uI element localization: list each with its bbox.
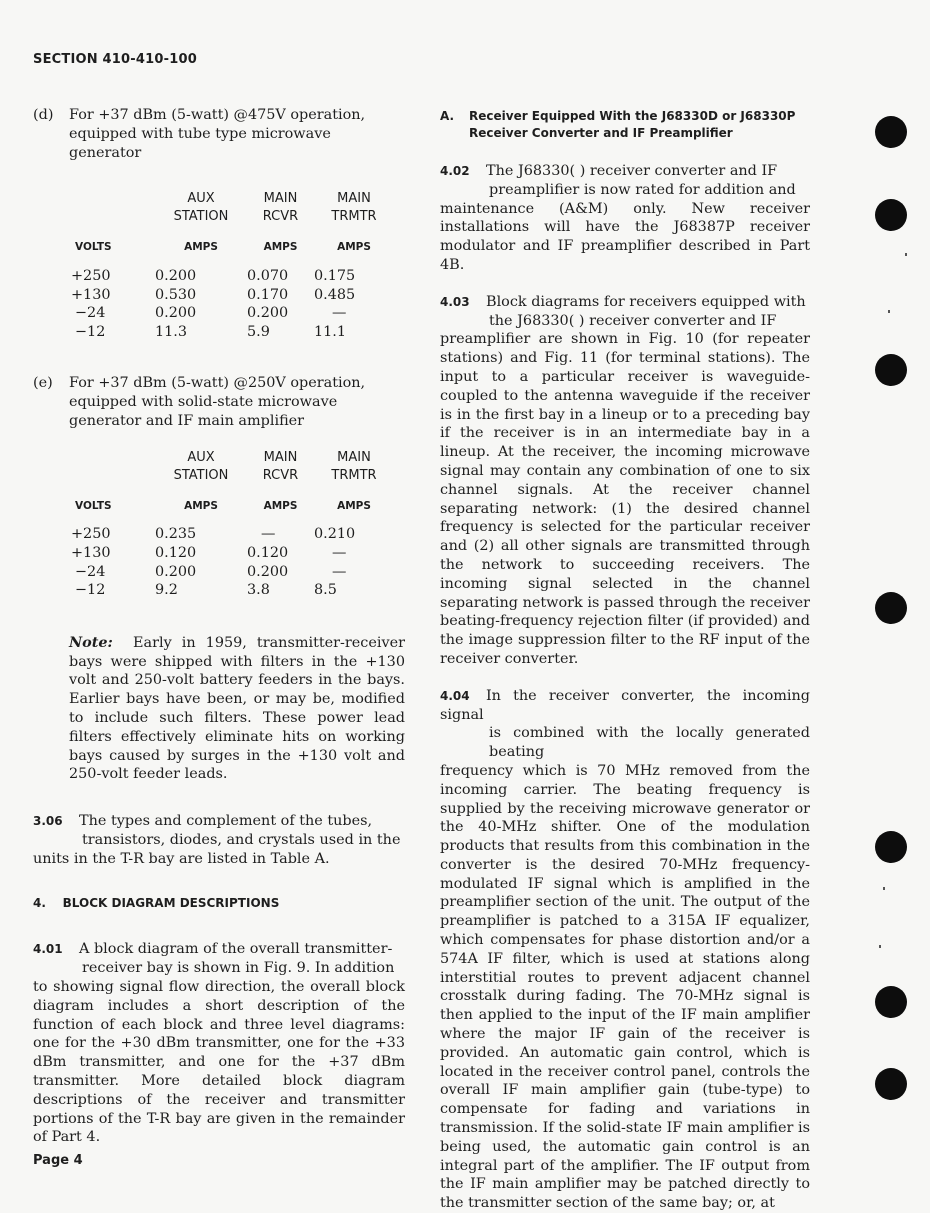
punch-hole (875, 1068, 907, 1100)
paper-speck (879, 945, 881, 948)
paper-speck (888, 310, 890, 313)
table-row (35, 544, 394, 563)
table-cell: — (332, 563, 347, 580)
section-title: BLOCK DIAGRAM DESCRIPTIONS (62, 896, 280, 911)
table-row (35, 323, 394, 342)
punch-hole (875, 831, 907, 863)
table-header-row (35, 467, 394, 485)
note-label: Note: (69, 633, 113, 651)
item-label: (e) (33, 375, 53, 392)
paragraph-text: The J68330( ) receiver converter and IF (486, 163, 778, 179)
table-cell: 11.3 (155, 323, 188, 340)
table-cell: — (332, 544, 347, 561)
table-cell: 0.170 (247, 286, 289, 303)
paragraph-text: transistors, diodes, and crystals used in the (82, 831, 401, 848)
paragraph-text: to showing signal flow direction, the overall block diagram includes a short description of the function of each block and three level diagrams: one for the +30 dBm transmitter, one for the +33 dBm transmitter, and one for the +37 dBm transmitter. More detailed block diagram descriptions of the receiver and transmitter portions of the T-R bay are given in the remainder of Part 4. (33, 979, 405, 1146)
paragraph-text: A block diagram of the overall transmitter- (79, 941, 393, 958)
paragraph-number: 4.01 (33, 942, 63, 957)
table-cell: 0.530 (155, 286, 197, 303)
table-header: MAIN (337, 449, 371, 465)
unit-label: AMPS (337, 499, 371, 512)
subsection-heading (440, 108, 810, 142)
punch-hole (875, 986, 907, 1018)
note-text: Early in 1959, transmitter-receiver bays were shipped with filters in the +130 volt and 250-volt battery feeders in the bays. Earlier bays have been, or may be, modified to include such filters. These power lead filters effectively eliminate hits on working bays caused by surges in the +130 volt and 250-volt feeder leads. (69, 634, 405, 783)
paragraph-text: Block diagrams for receivers equipped with (486, 293, 806, 310)
table-header-row (35, 190, 394, 208)
paragraph-text: The types and complement of the tubes, (79, 813, 373, 830)
table-cell: 0.120 (247, 544, 289, 561)
paragraph-text: receiver bay is shown in Fig. 9. In addition (82, 960, 395, 977)
table-cell: −24 (75, 563, 106, 580)
table-header: TRMTR (331, 467, 377, 483)
table-cell: 0.070 (247, 267, 289, 284)
table-header: AUX (187, 449, 215, 465)
table-header: AUX (187, 191, 215, 207)
table-cell: 3.8 (247, 582, 270, 599)
table-cell: — (261, 526, 276, 543)
table-unit-row (35, 226, 394, 267)
table-cell: −24 (75, 305, 106, 322)
paragraph-number: 4.02 (440, 164, 470, 178)
subsection-label: A. (440, 109, 455, 123)
table-header: TRMTR (331, 209, 377, 225)
paper-speck (905, 253, 907, 256)
unit-label: AMPS (263, 241, 298, 254)
paragraph-text: the J68330( ) receiver converter and IF (489, 312, 777, 329)
paragraph-text: preamplifier is now rated for addition and (489, 181, 796, 198)
table-row (35, 286, 394, 305)
punch-hole (875, 116, 907, 148)
table-header: STATION (173, 467, 229, 483)
punch-hole (875, 592, 907, 624)
paragraph-text: is combined with the locally generated beating (489, 725, 810, 761)
table-header: MAIN (263, 191, 298, 207)
table-header: MAIN (337, 191, 371, 207)
table-cell: 0.485 (314, 286, 356, 303)
table-cell: 0.175 (314, 267, 356, 284)
section-heading (33, 896, 405, 910)
table-header: RCVR (262, 467, 299, 483)
paragraph-4-02 (440, 162, 810, 275)
table-cell: 0.120 (155, 544, 197, 561)
left-column (33, 106, 405, 1147)
unit-label: AMPS (337, 241, 371, 254)
table-header: MAIN (263, 449, 298, 465)
item-label: (d) (33, 107, 54, 123)
right-column (440, 106, 810, 1213)
table-row (35, 525, 394, 544)
table-cell: 0.210 (314, 526, 356, 543)
table-cell: 0.200 (155, 563, 197, 580)
paragraph-number: 3.06 (33, 814, 63, 829)
current-table-d (35, 190, 394, 341)
table-cell: 8.5 (314, 582, 337, 599)
table-cell: 0.200 (247, 305, 289, 322)
table-unit-row (35, 485, 394, 526)
paragraph-text: preamplifier are shown in Fig. 10 (for repeater stations) and Fig. 11 (for terminal stations). The input to a particular receiver is waveguide-coupled to the antenna waveguide if the receiver is in the first bay in a lineup or to a preceding bay if the receiver is in an intermediate bay in a lineup. At the receiver, the incoming microwave signal may contain any combination of one to six channel signals. At the receiver channel separating network: (1) the desired channel frequency is selected for the particular receiver and (2) all other signals are transmitted through the network to succeeding receivers. The incoming signal selected in the channel separating network is passed through the receiver beating-frequency rejection filter (if provided) and the image suppression filter to the RF input of the receiver converter. (440, 331, 810, 667)
table-row (35, 563, 394, 582)
section-header: SECTION 410-410-100 (33, 52, 197, 67)
paragraph-3-06 (33, 812, 405, 868)
current-table-e (35, 449, 394, 600)
table-cell: 0.200 (155, 305, 197, 322)
unit-label: AMPS (184, 499, 218, 512)
table-cell: 11.1 (314, 323, 347, 340)
punch-hole (875, 199, 907, 231)
table-row (35, 304, 394, 323)
subsection-title: Receiver Equipped With the J68330D or J68330P Receiver Converter and IF Preamplifier (469, 109, 796, 140)
unit-label: VOLTS (75, 499, 112, 512)
page-number: Page 4 (33, 1153, 83, 1168)
table-header-row (35, 208, 394, 226)
item-text: For +37 dBm (5-watt) @475V operation, equipped with tube type microwave generator (69, 107, 366, 161)
paragraph-4-01 (33, 940, 405, 1147)
paragraph-4-04 (440, 687, 810, 1213)
paragraph-number: 4.04 (440, 688, 470, 703)
table-cell: 5.9 (247, 323, 270, 340)
paragraph-4-03 (440, 293, 810, 669)
table-cell: 0.200 (155, 267, 197, 284)
unit-label: VOLTS (75, 241, 112, 254)
unit-label: AMPS (184, 241, 218, 254)
section-number: 4. (33, 896, 46, 911)
table-cell: +250 (71, 267, 111, 284)
paragraph-text: frequency which is 70 MHz removed from the incoming carrier. The beating frequency is supplied by the receiving microwave generator or the 40-MHz shifter. One of the modulation products that results from this combination in the converter is the desired 70-MHz frequency-modulated IF signal which is amplified in the preamplifier section of the unit. The output of the preamplifier is patched to a 315A IF equalizer, which compensates for phase distortion and/or a 574A IF filter, which is used at stations along interstitial routes to prevent adjacent channel crosstalk during fading. The 70-MHz signal is then applied to the input of the IF main amplifier where the major IF gain of the receiver is provided. An automatic gain control, which is located in the receiver control panel, controls the overall IF main amplifier gain (tube-type) to compensate for fading and variations in transmission. If the solid-state IF main amplifier is being used, the automatic gain control is an integral part of the amplifier. The IF output from the IF main amplifier may be patched directly to the transmitter section of the same bay; or, at (440, 762, 810, 1212)
table-cell: +250 (71, 526, 111, 543)
table-row (35, 581, 394, 600)
list-item-e (33, 374, 405, 430)
table-cell: — (332, 305, 347, 322)
table-cell: −12 (75, 582, 106, 599)
table-header-row (35, 449, 394, 467)
punch-hole (875, 354, 907, 386)
table-cell: 9.2 (155, 582, 178, 599)
note-paragraph (69, 634, 405, 784)
table-cell: +130 (71, 286, 111, 303)
table-cell: −12 (75, 323, 106, 340)
table-header: RCVR (262, 209, 299, 225)
paper-speck (883, 887, 885, 890)
list-item-d (33, 106, 405, 162)
paragraph-text: maintenance (A&M) only. New receiver installations will have the J68387P receiver modulator and IF preamplifier described in Part 4B. (440, 200, 810, 273)
paragraph-text: In the receiver converter, the incoming signal (440, 687, 810, 723)
table-row (35, 267, 394, 286)
item-text: For +37 dBm (5-watt) @250V operation, equipped with solid-state microwave generator and IF main amplifier (69, 375, 366, 429)
table-cell: +130 (71, 544, 111, 561)
paragraph-text: units in the T-R bay are listed in Table A. (33, 850, 330, 867)
table-cell: 0.200 (247, 563, 289, 580)
unit-label: AMPS (263, 499, 298, 512)
paragraph-number: 4.03 (440, 294, 470, 309)
table-header: STATION (173, 209, 229, 225)
table-cell: 0.235 (155, 526, 197, 543)
